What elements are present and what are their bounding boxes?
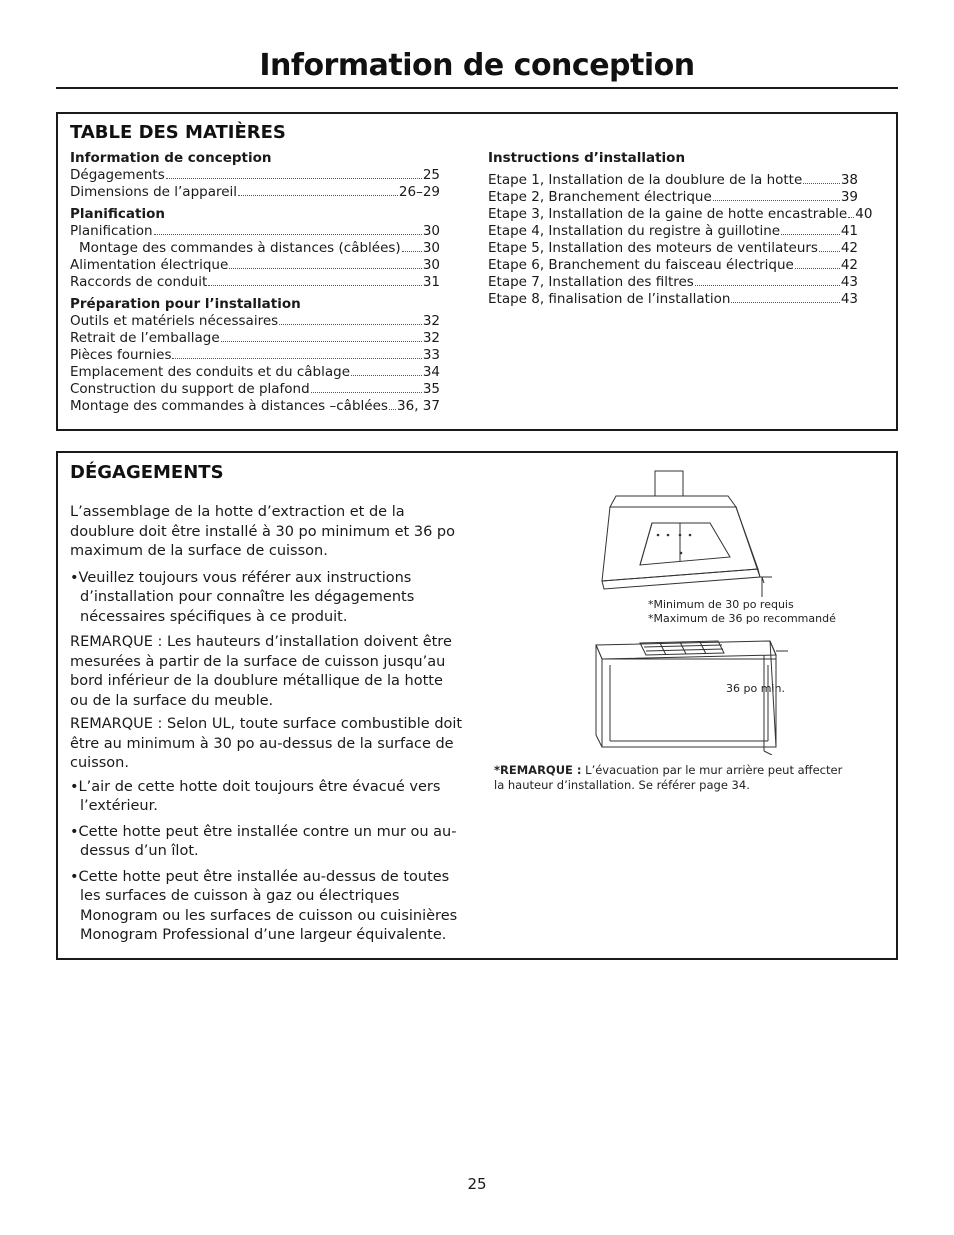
- toc-entry-page: 39: [840, 189, 858, 205]
- toc-entry-page: 30: [422, 240, 440, 256]
- toc-entry-text: Raccords de conduit: [70, 274, 208, 290]
- toc-leader-dots: [311, 392, 422, 393]
- table-of-contents-box: [56, 112, 898, 431]
- toc-entry-text: Alimentation électrique: [70, 257, 229, 273]
- clearances-heading: DÉGAGEMENTS: [70, 462, 224, 483]
- note-measurement: REMARQUE : Les hauteurs d’installation doivent être mesurées à partir de la surface de cuisson jusqu’au bord inférieur de la doublure métallique de la hotte ou de la surface du meuble.: [70, 634, 452, 709]
- toc-entry: [70, 364, 440, 381]
- toc-entry: [70, 313, 440, 330]
- clearance-diagram: [540, 465, 860, 755]
- toc-section-heading: Instructions d’installation: [488, 150, 686, 166]
- toc-entry-text: Dimensions de l’appareil: [70, 184, 238, 200]
- toc-leader-dots: [208, 285, 422, 286]
- toc-entry: [70, 240, 440, 257]
- toc-entry: [488, 291, 858, 308]
- toc-entry-text: Etape 6, Branchement du faisceau électrique: [488, 257, 794, 273]
- toc-entry: [70, 347, 440, 364]
- clearances-intro: L’assemblage de la hotte d’extraction et de la doublure doit être installé à 30 po minimum et 36 po maximum de la surface de cuisson.: [70, 504, 455, 559]
- toc-entry-text: Etape 2, Branchement électrique: [488, 189, 712, 205]
- toc-entry-text: Etape 3, Installation de la gaine de hotte encastrable: [488, 206, 848, 222]
- toc-entry-page: 40: [855, 206, 873, 222]
- note-body: L’évacuation par le mur arrière peut affecter la hauteur d’installation. Se référer page 34.: [494, 763, 843, 792]
- toc-leader-dots: [803, 183, 840, 184]
- toc-entry-text: Etape 8, finalisation de l’installation: [488, 291, 731, 307]
- toc-right-column: [488, 150, 873, 308]
- toc-entry-page: 36, 37: [397, 398, 440, 414]
- toc-leader-dots: [402, 251, 422, 252]
- toc-leader-dots: [221, 341, 422, 342]
- toc-leader-dots: [172, 358, 421, 359]
- bullet-cooktops: •Cette hotte peut être installée au-dessus de toutes les surfaces de cuisson à gaz ou électriques Monogram ou les surfaces de cuisson ou cuisinières Monogram Professional d’une largeur équivalente.: [70, 868, 458, 943]
- toc-entry: [488, 189, 858, 206]
- toc-entry-page: 34: [422, 364, 440, 380]
- toc-leader-dots: [279, 324, 422, 325]
- toc-leader-dots: [795, 268, 840, 269]
- toc-entry-page: 30: [422, 257, 440, 273]
- clearances-text: [70, 503, 465, 952]
- note-ul: REMARQUE : Selon UL, toute surface combustible doit être au minimum à 30 po au-dessus de la surface de cuisson.: [70, 716, 463, 771]
- toc-entry-text: Retrait de l’emballage: [70, 330, 220, 346]
- toc-entry-page: 38: [840, 172, 858, 188]
- toc-leader-dots: [848, 217, 854, 218]
- toc-leader-dots: [229, 268, 422, 269]
- toc-entry-page: 32: [422, 313, 440, 329]
- toc-entry-text: Etape 7, Installation des filtres: [488, 274, 694, 290]
- toc-entry: [70, 274, 440, 291]
- label-36-min: 36 po min.: [726, 682, 785, 695]
- toc-leader-dots: [695, 285, 840, 286]
- toc-entry: [488, 206, 873, 223]
- page-number: 25: [467, 1175, 487, 1193]
- toc-entry-text: Pièces fournies: [70, 347, 172, 363]
- toc-section-heading: Planification: [70, 206, 165, 222]
- toc-entry-page: 43: [840, 274, 858, 290]
- toc-heading: TABLE DES MATIÈRES: [70, 122, 286, 143]
- toc-entry-text: Dégagements: [70, 167, 165, 183]
- toc-entry-text: Emplacement des conduits et du câblage: [70, 364, 350, 380]
- toc-entry-text: Etape 5, Installation des moteurs de ventilateurs: [488, 240, 818, 256]
- toc-section-heading: Préparation pour l’installation: [70, 296, 301, 312]
- toc-leader-dots: [351, 375, 422, 376]
- toc-entry-page: 43: [840, 291, 858, 307]
- toc-entry-page: 31: [422, 274, 440, 290]
- toc-entry: [70, 398, 440, 415]
- toc-entry-page: 33: [422, 347, 440, 363]
- toc-entry-page: 35: [422, 381, 440, 397]
- toc-entry-text: Outils et matériels nécessaires: [70, 313, 279, 329]
- bullet-exhaust-outside: •L’air de cette hotte doit toujours être évacué vers l’extérieur.: [70, 778, 441, 814]
- toc-leader-dots: [731, 302, 839, 303]
- toc-leader-dots: [819, 251, 840, 252]
- toc-entry-text: Construction du support de plafond: [70, 381, 310, 397]
- page-title: Information de conception: [259, 48, 695, 83]
- note-prefix: *REMARQUE :: [494, 763, 582, 777]
- toc-entry-page: 42: [840, 240, 858, 256]
- title-rule: [56, 87, 898, 89]
- toc-entry: [488, 240, 858, 257]
- toc-entry-page: 25: [422, 167, 440, 183]
- toc-entry: [488, 223, 858, 240]
- label-maximum-36: *Maximum de 36 po recommandé: [648, 612, 836, 625]
- toc-entry: [488, 172, 858, 189]
- toc-entry-page: 26–29: [398, 184, 440, 200]
- toc-entry-text: Planification: [70, 223, 153, 239]
- toc-entry: [70, 330, 440, 347]
- toc-leader-dots: [781, 234, 840, 235]
- toc-entry: [488, 257, 858, 274]
- toc-leader-dots: [154, 234, 422, 235]
- toc-entry: [70, 257, 440, 274]
- toc-leader-dots: [238, 195, 398, 196]
- toc-section-heading: Information de conception: [70, 150, 272, 166]
- toc-leader-dots: [713, 200, 840, 201]
- toc-entry: [488, 274, 858, 291]
- label-minimum-30: *Minimum de 30 po requis: [648, 598, 794, 611]
- toc-leader-dots: [166, 178, 422, 179]
- toc-entry-text: Etape 4, Installation du registre à guillotine: [488, 223, 781, 239]
- toc-left-column: [70, 150, 440, 415]
- toc-entry-page: 41: [840, 223, 858, 239]
- toc-entry-page: 32: [422, 330, 440, 346]
- toc-entry: [70, 167, 440, 184]
- toc-entry-text: Montage des commandes à distances (câblées): [79, 240, 401, 256]
- toc-leader-dots: [389, 409, 396, 410]
- toc-entry-page: 42: [840, 257, 858, 273]
- toc-entry: [70, 184, 440, 201]
- toc-entry-text: Etape 1, Installation de la doublure de la hotte: [488, 172, 803, 188]
- toc-entry: [70, 381, 440, 398]
- bullet-refer-instructions: •Veuillez toujours vous référer aux instructions d’installation pour connaître les dégagements nécessaires spécifiques à ce produit.: [70, 569, 415, 625]
- bullet-wall-or-island: •Cette hotte peut être installée contre un mur ou au-dessus d’un îlot.: [70, 823, 457, 859]
- toc-entry: [70, 223, 440, 240]
- toc-entry-text: Montage des commandes à distances –câblées: [70, 398, 388, 414]
- toc-entry-page: 30: [422, 223, 440, 239]
- rear-wall-exhaust-note: [494, 763, 854, 793]
